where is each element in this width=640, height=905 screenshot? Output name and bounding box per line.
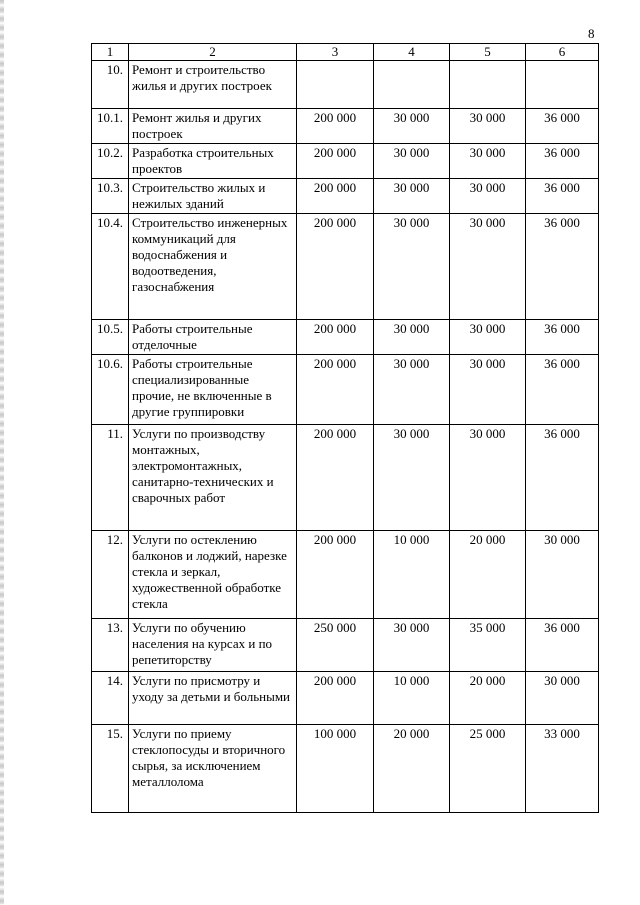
value-col5: 30 000 xyxy=(450,355,526,425)
row-number: 10.3. xyxy=(92,179,129,214)
value-col6: 36 000 xyxy=(526,109,599,144)
value-col5: 25 000 xyxy=(450,725,526,813)
value-col6: 33 000 xyxy=(526,725,599,813)
column-header: 6 xyxy=(526,44,599,61)
value-col6: 36 000 xyxy=(526,425,599,531)
row-number: 10.2. xyxy=(92,144,129,179)
table-row xyxy=(92,425,599,531)
value-col4: 20 000 xyxy=(374,725,450,813)
value-col3: 200 000 xyxy=(297,531,374,619)
service-name: Работы строительные отделочные xyxy=(129,320,297,355)
service-name: Услуги по производству монтажных, электромонтажных, санитарно-технических и сварочных работ xyxy=(129,425,297,531)
value-col3: 200 000 xyxy=(297,355,374,425)
row-number: 10.5. xyxy=(92,320,129,355)
value-col4 xyxy=(374,61,450,109)
value-col6: 36 000 xyxy=(526,320,599,355)
value-col5: 30 000 xyxy=(450,179,526,214)
value-col3: 200 000 xyxy=(297,214,374,320)
table-row xyxy=(92,179,599,214)
row-number: 10.6. xyxy=(92,355,129,425)
value-col4: 30 000 xyxy=(374,144,450,179)
row-number: 10.1. xyxy=(92,109,129,144)
table-row xyxy=(92,214,599,320)
service-name: Ремонт и строительство жилья и других построек xyxy=(129,61,297,109)
value-col4: 30 000 xyxy=(374,320,450,355)
value-col4: 10 000 xyxy=(374,672,450,725)
value-col3: 200 000 xyxy=(297,320,374,355)
row-number: 12. xyxy=(92,531,129,619)
value-col6 xyxy=(526,61,599,109)
value-col5: 35 000 xyxy=(450,619,526,672)
row-number: 15. xyxy=(92,725,129,813)
table-row xyxy=(92,672,599,725)
row-number: 11. xyxy=(92,425,129,531)
row-number: 14. xyxy=(92,672,129,725)
value-col5: 30 000 xyxy=(450,109,526,144)
table-row xyxy=(92,725,599,813)
value-col6: 30 000 xyxy=(526,672,599,725)
service-name: Услуги по присмотру и уходу за детьми и больными xyxy=(129,672,297,725)
row-number: 10.4. xyxy=(92,214,129,320)
table-row xyxy=(92,355,599,425)
value-col4: 30 000 xyxy=(374,355,450,425)
table-row xyxy=(92,144,599,179)
row-number: 10. xyxy=(92,61,129,109)
value-col5: 30 000 xyxy=(450,425,526,531)
value-col3: 250 000 xyxy=(297,619,374,672)
value-col4: 30 000 xyxy=(374,179,450,214)
column-header: 2 xyxy=(129,44,297,61)
table-row xyxy=(92,619,599,672)
value-col3: 200 000 xyxy=(297,109,374,144)
row-number: 13. xyxy=(92,619,129,672)
column-header: 5 xyxy=(450,44,526,61)
service-name: Услуги по обучению населения на курсах и по репетиторству xyxy=(129,619,297,672)
value-col5: 20 000 xyxy=(450,672,526,725)
table-row xyxy=(92,531,599,619)
value-col3 xyxy=(297,61,374,109)
service-name: Услуги по остеклению балконов и лоджий, нарезке стекла и зеркал, художественной обработке стекла xyxy=(129,531,297,619)
value-col3: 100 000 xyxy=(297,725,374,813)
service-name: Ремонт жилья и других построек xyxy=(129,109,297,144)
value-col3: 200 000 xyxy=(297,672,374,725)
page-number: 8 xyxy=(588,26,595,41)
value-col6: 36 000 xyxy=(526,214,599,320)
table-row xyxy=(92,320,599,355)
service-name: Строительство инженерных коммуникаций для водоснабжения и водоотведения, газоснабжения xyxy=(129,214,297,320)
tariff-table xyxy=(91,43,599,813)
value-col5: 30 000 xyxy=(450,144,526,179)
value-col3: 200 000 xyxy=(297,179,374,214)
value-col6: 36 000 xyxy=(526,619,599,672)
column-header: 4 xyxy=(374,44,450,61)
table-row xyxy=(92,61,599,109)
value-col6: 30 000 xyxy=(526,531,599,619)
service-name: Услуги по приему стеклопосуды и вторичного сырья, за исключением металлолома xyxy=(129,725,297,813)
value-col4: 30 000 xyxy=(374,109,450,144)
value-col5: 20 000 xyxy=(450,531,526,619)
value-col3: 200 000 xyxy=(297,425,374,531)
value-col6: 36 000 xyxy=(526,355,599,425)
value-col6: 36 000 xyxy=(526,179,599,214)
value-col3: 200 000 xyxy=(297,144,374,179)
value-col5 xyxy=(450,61,526,109)
service-name: Разработка строительных проектов xyxy=(129,144,297,179)
header-row xyxy=(92,44,599,61)
value-col4: 30 000 xyxy=(374,425,450,531)
value-col4: 30 000 xyxy=(374,214,450,320)
value-col5: 30 000 xyxy=(450,214,526,320)
value-col4: 10 000 xyxy=(374,531,450,619)
value-col4: 30 000 xyxy=(374,619,450,672)
service-name: Строительство жилых и нежилых зданий xyxy=(129,179,297,214)
table-row xyxy=(92,109,599,144)
value-col5: 30 000 xyxy=(450,320,526,355)
column-header: 3 xyxy=(297,44,374,61)
column-header: 1 xyxy=(92,44,129,61)
value-col6: 36 000 xyxy=(526,144,599,179)
service-name: Работы строительные специализированные прочие, не включенные в другие группировки xyxy=(129,355,297,425)
scan-edge xyxy=(0,0,4,905)
